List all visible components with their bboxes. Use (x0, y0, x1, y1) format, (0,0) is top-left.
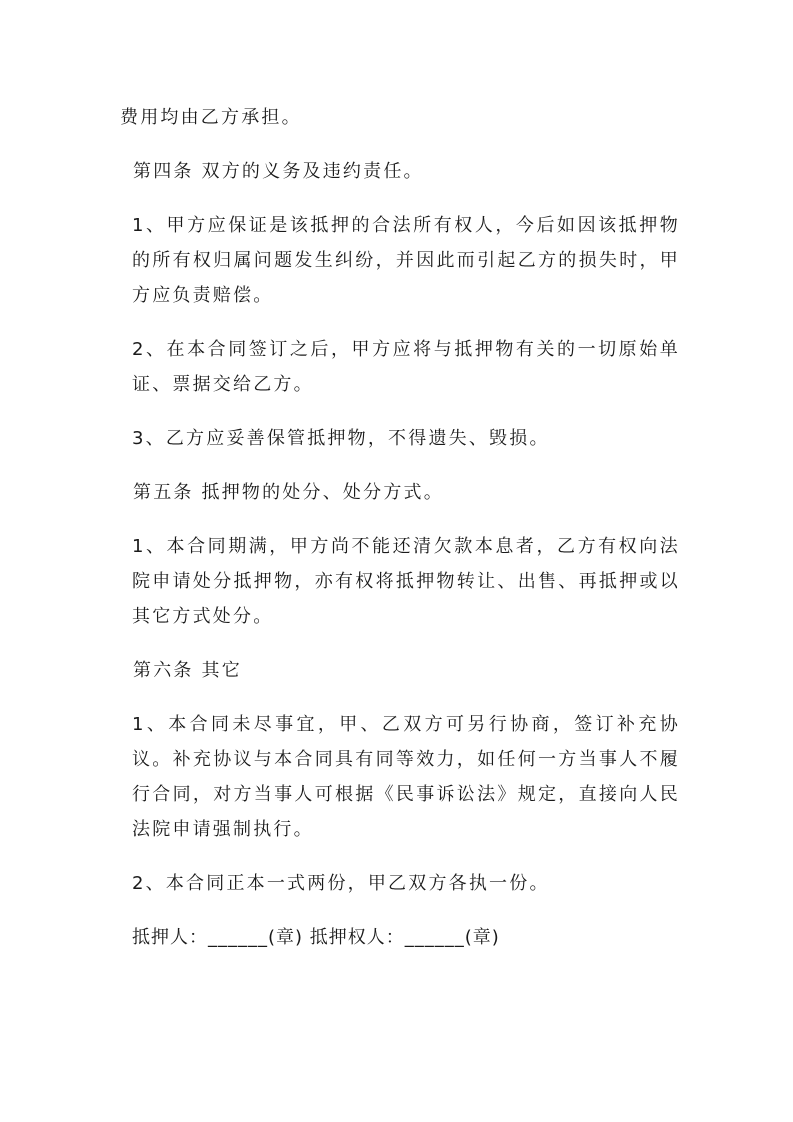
article-6-clause-1: 1、本合同未尽事宜，甲、乙双方可另行协商，签订补充协议。补充协议与本合同具有同等效力，如任何一方当事人不履行合同，对方当事人可根据《民事诉讼法》规定，直接向人民法院申请强制执行。 (132, 714, 680, 840)
article-4-clause-3: 3、乙方应妥善保管抵押物，不得遗失、毁损。 (132, 428, 550, 449)
article-6-clause-2: 2、本合同正本一式两份，甲乙双方各执一份。 (132, 873, 550, 894)
article-5-heading: 第五条 抵押物的处分、处分方式。 (133, 482, 444, 503)
signature-line: 抵押人：______(章) 抵押权人：______(章) (132, 927, 500, 948)
paragraph-expense: 费用均由乙方承担。 (120, 107, 302, 128)
article-4-clause-2: 2、在本合同签订之后，甲方应将与抵押物有关的一切原始单证、票据交给乙方。 (132, 339, 680, 395)
article-4-heading: 第四条 双方的义务及违约责任。 (133, 161, 424, 182)
article-6-heading: 第六条 其它 (133, 660, 242, 681)
article-4-clause-1: 1、甲方应保证是该抵押的合法所有权人，今后如因该抵押物的所有权归属问题发生纠纷，并因此而引起乙方的损失时，甲方应负责赔偿。 (132, 215, 680, 306)
document-body (120, 100, 680, 974)
article-5-clause-1: 1、本合同期满，甲方尚不能还清欠款本息者，乙方有权向法院申请处分抵押物，亦有权将抵押物转让、出售、再抵押或以其它方式处分。 (132, 536, 680, 627)
